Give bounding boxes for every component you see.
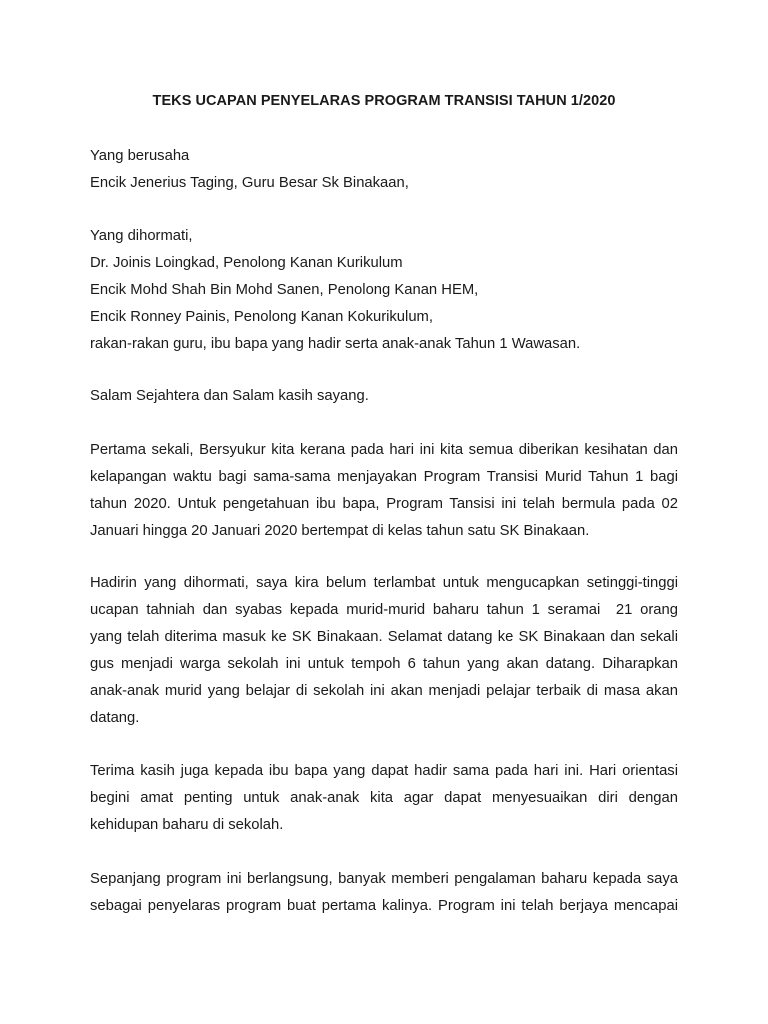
greeting-line: Dr. Joinis Loingkad, Penolong Kanan Kurikulum	[90, 255, 403, 271]
salam-line	[90, 383, 678, 410]
greeting-block-honoured	[90, 223, 678, 358]
salam-text: Salam Sejahtera dan Salam kasih sayang.	[90, 388, 369, 404]
greeting-line: Yang berusaha	[90, 148, 190, 164]
paragraph-experience	[90, 866, 678, 920]
paragraph-line: tahun 2020. Untuk pengetahuan ibu bapa, Program Tansisi ini telah bermula pada 02	[90, 496, 678, 512]
paragraph-line: Pertama sekali, Bersyukur kita kerana pada hari ini kita semua diberikan kesihatan dan	[90, 442, 678, 458]
greeting-line: rakan-rakan guru, ibu bapa yang hadir serta anak-anak Tahun 1 Wawasan.	[90, 336, 581, 352]
greeting-line: Yang dihormati,	[90, 228, 193, 244]
greeting-line: Encik Ronney Painis, Penolong Kanan Kokurikulum,	[90, 309, 433, 325]
paragraph-line: kehidupan baharu di sekolah.	[90, 817, 284, 833]
paragraph-line: ucapan tahniah dan syabas kepada murid-murid baharu tahun 1 seramai 21 orang	[90, 602, 678, 618]
paragraph-line: begini amat penting untuk anak-anak kita agar dapat menyesuaikan diri dengan	[90, 790, 678, 806]
paragraph-line: sebagai penyelaras program buat pertama kalinya. Program ini telah berjaya mencapai	[90, 898, 678, 914]
paragraph-welcome	[90, 570, 678, 732]
paragraph-line: Sepanjang program ini berlangsung, banyak memberi pengalaman baharu kepada saya	[90, 871, 678, 887]
paragraph-line: datang.	[90, 710, 140, 726]
greeting-block-principal	[90, 143, 678, 197]
paragraph-line: Terima kasih juga kepada ibu bapa yang dapat hadir sama pada hari ini. Hari orientasi	[90, 763, 678, 779]
document-title: TEKS UCAPAN PENYELARAS PROGRAM TRANSISI TAHUN 1/2020	[152, 93, 616, 109]
paragraph-thanks	[90, 758, 678, 839]
paragraph-line: gus menjadi warga sekolah ini untuk tempoh 6 tahun yang akan datang. Diharapkan	[90, 656, 678, 672]
paragraph-opening	[90, 437, 678, 545]
paragraph-line: anak-anak murid yang belajar di sekolah ini akan menjadi pelajar terbaik di masa akan	[90, 683, 678, 699]
paragraph-line: kelapangan waktu bagi sama-sama menjayakan Program Transisi Murid Tahun 1 bagi	[90, 469, 678, 485]
greeting-line: Encik Mohd Shah Bin Mohd Sanen, Penolong Kanan HEM,	[90, 282, 479, 298]
paragraph-line: Hadirin yang dihormati, saya kira belum terlambat untuk mengucapkan setinggi-tinggi	[90, 575, 678, 591]
paragraph-line: Januari hingga 20 Januari 2020 bertempat di kelas tahun satu SK Binakaan.	[90, 523, 590, 539]
greeting-line: Encik Jenerius Taging, Guru Besar Sk Binakaan,	[90, 175, 409, 191]
paragraph-line: yang telah diterima masuk ke SK Binakaan. Selamat datang ke SK Binakaan dan sekali	[90, 629, 678, 645]
